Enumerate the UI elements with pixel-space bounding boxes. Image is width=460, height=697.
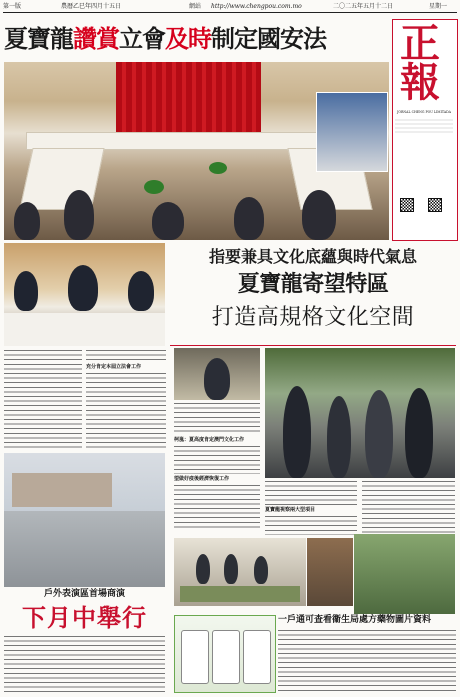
page-header-strip [3, 2, 457, 13]
outdoor-performance-area-photo [4, 453, 165, 587]
lunar-date: 農曆乙巳年四月十五日 [61, 3, 122, 10]
subhead: 夏寶龍視察兩大型項目 [265, 507, 316, 513]
masthead-side-text [444, 24, 454, 104]
body-text-lines [174, 485, 260, 529]
issue-date: 二〇二五年五月十二日 [333, 3, 394, 10]
article-column [278, 630, 456, 692]
headline-part-1: 夏寶龍 [4, 25, 73, 53]
speaker-photo [174, 348, 260, 400]
app-screenshots-graphic [174, 615, 276, 693]
website-label: 網站 [189, 3, 202, 10]
subhead: 望做好疫後經濟恢復工作 [174, 476, 230, 482]
table [4, 313, 165, 346]
visitor [365, 390, 393, 478]
event-headline-line: 戶外表演區首場商演 [43, 589, 125, 599]
masthead-char-1: 正 [400, 20, 440, 67]
feature-kicker: 指要兼具文化底蘊與時代氣息 [208, 247, 417, 266]
outdoor-group-photo [354, 534, 455, 614]
body-text-lines [278, 630, 456, 692]
masthead-char-2: 報 [400, 59, 440, 106]
feature-title: 夏寶龍寄望特區 [237, 272, 389, 297]
qr-code-icon[interactable] [400, 198, 414, 212]
plaza [4, 511, 165, 587]
masthead-info [395, 110, 453, 170]
visitor [254, 556, 268, 584]
attendee [64, 190, 94, 240]
speaker [204, 358, 230, 400]
visitor [196, 554, 210, 584]
visitor [224, 554, 238, 584]
flower-pot [209, 162, 227, 174]
phone-screen [243, 630, 271, 684]
attendee [234, 197, 264, 240]
meeting-hall-photo [4, 62, 389, 240]
body-text-lines [362, 481, 455, 533]
official [14, 271, 38, 311]
site-visit-photo [265, 348, 455, 478]
front-page-headline [4, 20, 387, 58]
page-number: 第一版 [3, 3, 22, 10]
body-text-lines [265, 481, 357, 505]
attendee [14, 202, 40, 240]
body-text-lines [4, 350, 82, 448]
qr-code-icon[interactable] [428, 198, 442, 212]
app-article-title: 一戶通可查看衞生局處方藥物圖片資料 [278, 615, 432, 625]
model-display [180, 586, 300, 602]
visitor [283, 386, 311, 478]
subhead: 柯嵐：夏高度肯定澳門文化工作 [174, 437, 245, 443]
article-column [174, 403, 260, 535]
officials-photo [4, 243, 165, 346]
website-url[interactable]: http://www.chengpou.com.mo [211, 3, 302, 10]
headline-part-3: 立會 [119, 25, 165, 53]
divider [170, 345, 456, 346]
official [128, 271, 154, 311]
feature-headline-block [170, 246, 456, 344]
attendee [302, 190, 336, 240]
publisher-name: JORNAL CHENG POU LIMITADA [397, 110, 451, 114]
visitor [327, 396, 351, 478]
article-column [4, 636, 165, 692]
article-column [4, 350, 82, 448]
masthead-title [398, 20, 442, 106]
interior-photo [307, 538, 353, 606]
building [12, 473, 112, 507]
body-text-lines [174, 446, 260, 474]
headline-part-5: 制定國安法 [211, 25, 326, 53]
article-column [265, 481, 357, 535]
body-text-lines [174, 403, 260, 435]
event-headline-title: 下月中舉行 [22, 604, 147, 632]
headline-part-4: 及時 [165, 25, 211, 53]
inset-photo [316, 92, 388, 172]
body-text-lines [86, 350, 166, 362]
headline-part-2: 讚賞 [73, 25, 119, 53]
project-tour-photo [174, 538, 306, 606]
subhead: 充分肯定本屆立法會工作 [86, 364, 142, 370]
weekday: 星期一 [429, 3, 448, 10]
body-text-lines [265, 516, 357, 535]
phone-screen [212, 630, 240, 684]
conference-table-left [19, 148, 104, 210]
body-text-lines [4, 636, 165, 692]
article-column [86, 350, 166, 448]
feature-subtitle: 打造高規格文化空間 [211, 305, 415, 330]
phone-screen [181, 630, 209, 684]
visitor [405, 388, 433, 478]
spacer [86, 450, 166, 452]
body-text-lines [86, 373, 166, 448]
article-column [362, 481, 455, 533]
flower-pot [144, 180, 164, 194]
attendee [152, 202, 184, 240]
official [68, 265, 98, 311]
